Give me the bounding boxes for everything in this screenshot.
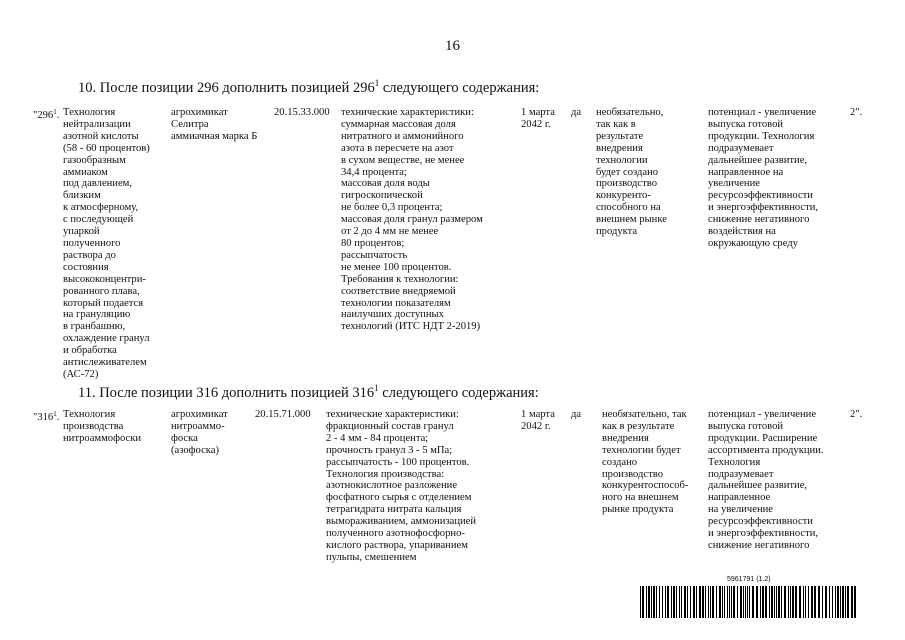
page-number: 16	[445, 38, 460, 54]
row-296-characteristics: технические характеристики: суммарная массовая доля нитратного и аммонийного азота в пересчете на азот в сухом веществе, не менее 34,4 процента; массовая доля воды гигроскопической не более 0,3 процента; массовая доля гранул размером от 2 до 4 мм не менее 80 процентов; рассыпчатость не менее 100 процентов. Требования к технологии: соответствие внедряемой технологии показателям наилучших доступных технологий (ИТС НДТ 2-2019)	[341, 107, 483, 333]
row-296-answer: да	[571, 107, 582, 118]
row-296-technology: Технология нейтрализации азотной кислоты (58 - 60 процентов) газообразным аммиаком под давлением, близким к атмосферному, с последующей упаркой полученного раствора до состояния высококонцентри- рованного плава, который подается на грануляцию в гранбашню, охлаждение гранул и обработка антислеживателем (АС-72)	[63, 107, 150, 380]
row-296-potential: потенциал - увеличение выпуска готовой продукции. Технология подразумевает дальнейшее развитие, направленное на увеличение ресурсоэффективности и энергоэффективности, снижение негативного воздействия на окружающую среду	[708, 107, 819, 249]
row-296-date: 1 марта 2042 г.	[521, 107, 555, 130]
row-296-export: необязательно, так как в результате внедрения технологии будет создано производство конкуренто- способного на внешнем рынке продукта	[596, 107, 667, 238]
row-316-date: 1 марта 2042 г.	[521, 409, 555, 432]
row-296-code: 20.15.33.000	[274, 107, 330, 118]
row-316-characteristics: технические характеристики: фракционный состав гранул 2 - 4 мм - 84 процента; прочность гранул 3 - 5 мПа; рассыпчатость - 100 процентов. Технология производства: азотнокислотное разложение фосфатного сырья с отделением тетрагидрата нитрата кальция вымораживанием, аммонизацией полученного азотнофосфорно- кислого раствора, упариванием пульпы, смешением	[326, 409, 477, 563]
row-316-code: 20.15.71.000	[255, 409, 311, 420]
section-10-heading: 10. После позиции 296 дополнить позицией $296^1$ следующего содержания:	[78, 78, 540, 96]
row-316-position: "$316^1$.	[33, 410, 60, 423]
row-316-end: 2".	[850, 409, 863, 420]
row-296-end: 2".	[850, 107, 863, 118]
row-316-export: необязательно, так как в результате внедрения технологии будет создано производство конкурентоспособ- ного на внешнем рынке продукта	[602, 409, 689, 516]
row-316-answer: да	[571, 409, 582, 420]
row-316-product: агрохимикат нитроаммо- фоска (азофоска)	[171, 409, 228, 456]
row-296-product: агрохимикат Селитра аммиачная марка Б	[171, 107, 258, 142]
row-316-potential: потенциал - увеличение выпуска готовой продукции. Расширение ассортимента продукции. Технология подразумевает дальнейшее развитие, направленное на увеличение ресурсоэффективности и энергоэффективности, снижение негативного	[708, 409, 824, 551]
row-296-position: "$296^1$.	[33, 108, 60, 121]
row-316-technology: Технология производства нитроаммофоски	[63, 409, 142, 444]
section-11-heading: 11. После позиции 316 дополнить позицией $316^1$ следующего содержания:	[78, 383, 539, 401]
barcode-caption: 5961791 (1.2)	[727, 576, 771, 583]
barcode-image	[640, 586, 858, 618]
